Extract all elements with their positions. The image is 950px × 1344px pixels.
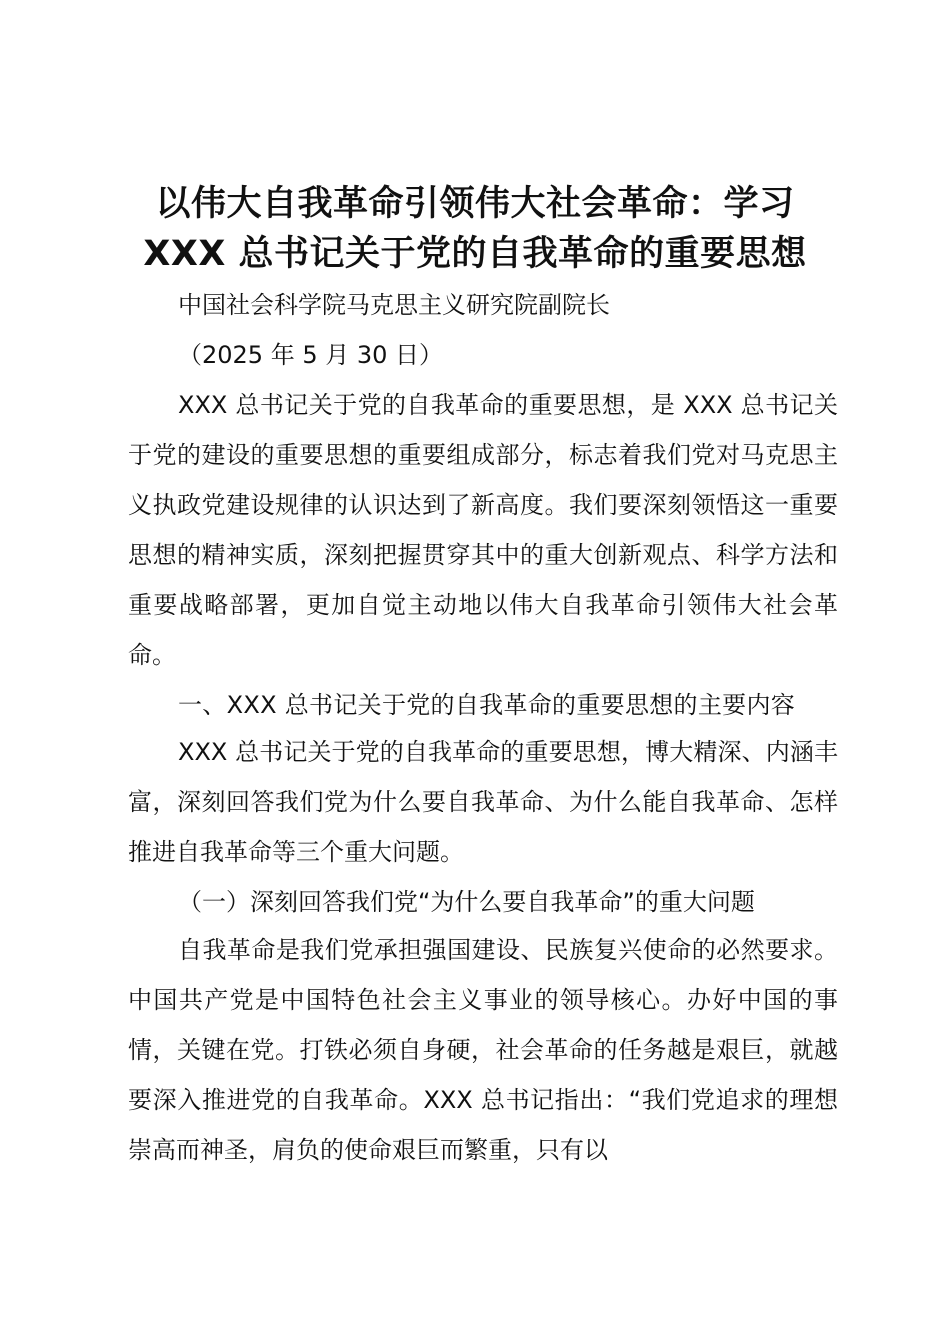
author-line: 中国社会科学院马克思主义研究院副院长: [178, 291, 610, 319]
intro-paragraph: XXX 总书记关于党的自我革命的重要思想，是 XXX 总书记关于党的建设的重要思想的重要组成部分，标志着我们党对马克思主义执政党建设规律的认识达到了新高度。我们要深刻领悟这一重要思想的精神实质，深刻把握贯穿其中的重大创新观点、科学方法和重要战略部署，更加自觉主动地以伟大自我革命引领伟大社会革命。: [128, 391, 838, 669]
section-heading-1: 一、XXX 总书记关于党的自我革命的重要思想的主要内容: [178, 691, 796, 719]
section-1-paragraph: XXX 总书记关于党的自我革命的重要思想，博大精深、内涵丰富，深刻回答我们党为什么要自我革命、为什么能自我革命、怎样推进自我革命等三个重大问题。: [128, 738, 838, 866]
subsection-1-paragraph: 自我革命是我们党承担强国建设、民族复兴使命的必然要求。中国共产党是中国特色社会主义事业的领导核心。办好中国的事情，关键在党。打铁必须自身硬，社会革命的任务越是艰巨，就越要深入推进党的自我革命。XXX 总书记指出：“我们党追求的理想崇高而神圣，肩负的使命艰巨而繁重，只有以: [128, 936, 838, 1164]
date-line: （2025 年 5 月 30 日）: [178, 341, 444, 369]
subsection-heading-1: （一）深刻回答我们党“为什么要自我革命”的重大问题: [178, 888, 755, 916]
document-title-line-2: XXX 总书记关于党的自我革命的重要思想: [143, 234, 807, 274]
document-title-line-1: 以伟大自我革命引领伟大社会革命：学习: [155, 184, 795, 224]
